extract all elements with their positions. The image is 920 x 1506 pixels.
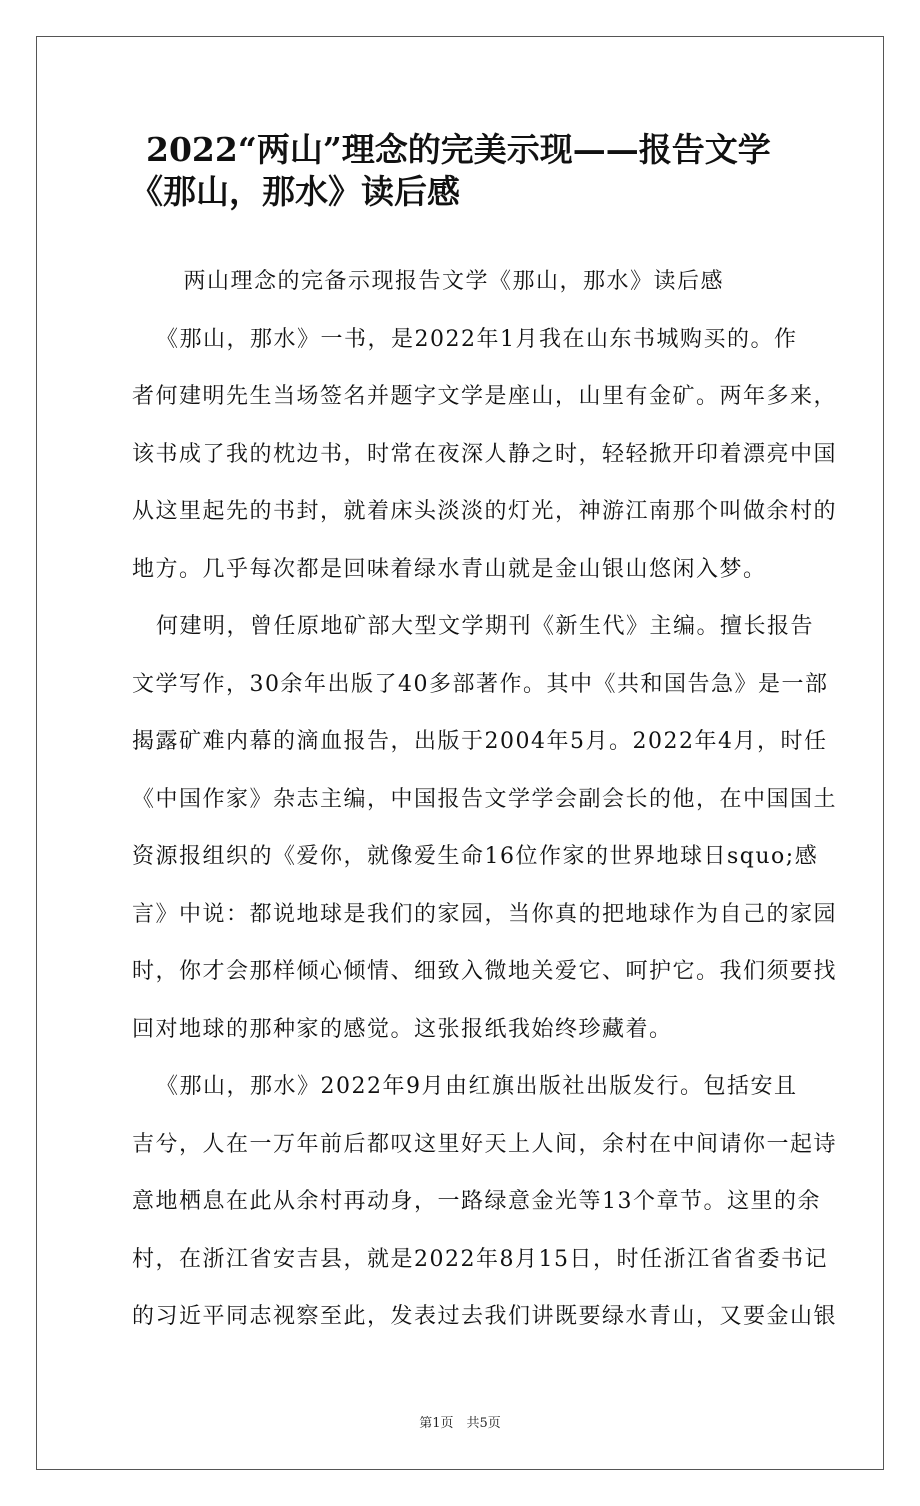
- paragraph-3-line: 资源报组织的《爱你，就像爱生命16位作家的世界地球日squo;感: [132, 844, 819, 869]
- page-footer: 第1页 共5页: [419, 1416, 501, 1431]
- document-title-line-1: 2022“两山”理念的完美示现——报告文学: [146, 130, 771, 169]
- paragraph-3-line: 回对地球的那种家的感觉。这张报纸我始终珍藏着。: [132, 1016, 673, 1042]
- paragraph-4-line: 《那山，那水》2022年9月由红旗出版社出版发行。包括安且: [156, 1074, 798, 1099]
- paragraph-4-line: 意地栖息在此从余村再动身，一路绿意金光等13个章节。这里的余: [132, 1189, 821, 1214]
- paragraph-4-line: 吉兮，人在一万年前后都叹这里好天上人间，余村在中间请你一起诗: [132, 1131, 838, 1157]
- paragraph-2-line: 者何建明先生当场签名并题字文学是座山，山里有金矿。两年多来，: [132, 384, 838, 409]
- paragraph-3-line: 时，你才会那样倾心倾情、细致入微地关爱它、呵护它。我们须要找: [132, 959, 838, 984]
- paragraph-2-line: 地方。几乎每次都是回味着绿水青山就是金山银山悠闲入梦。: [132, 556, 767, 582]
- paragraph-3-line: 揭露矿难内幕的滴血报告，出版于2004年5月。2022年4月，时任: [132, 729, 828, 754]
- paragraph-3-line: 言》中说：都说地球是我们的家园，当你真的把地球作为自己的家园: [132, 901, 838, 927]
- paragraph-2-line: 《那山，那水》一书，是2022年1月我在山东书城购买的。作: [156, 326, 798, 352]
- paragraph-3-line: 《中国作家》杂志主编，中国报告文学学会副会长的他，在中国国土: [132, 786, 838, 812]
- document-title-line-2: 《那山，那水》读后感: [130, 172, 460, 211]
- paragraph-2-line: 从这里起先的书封，就着床头淡淡的灯光，神游江南那个叫做余村的: [132, 499, 838, 524]
- paragraph-3-line: 文学写作，30余年出版了40多部著作。其中《共和国告急》是一部: [132, 671, 829, 697]
- paragraph-4-line: 村，在浙江省安吉县，就是2022年8月15日，时任浙江省省委书记: [132, 1246, 828, 1272]
- paragraph-3-line: 何建明，曾任原地矿部大型文学期刊《新生代》主编。擅长报告: [156, 614, 815, 639]
- paragraph-2-line: 该书成了我的枕边书，时常在夜深人静之时，轻轻掀开印着漂亮中国: [132, 441, 838, 467]
- paragraph-1-line: 两山理念的完备示现报告文学《那山，那水》读后感: [160, 269, 725, 294]
- paragraph-4-line: 的习近平同志视察至此，发表过去我们讲既要绿水青山，又要金山银: [132, 1304, 838, 1329]
